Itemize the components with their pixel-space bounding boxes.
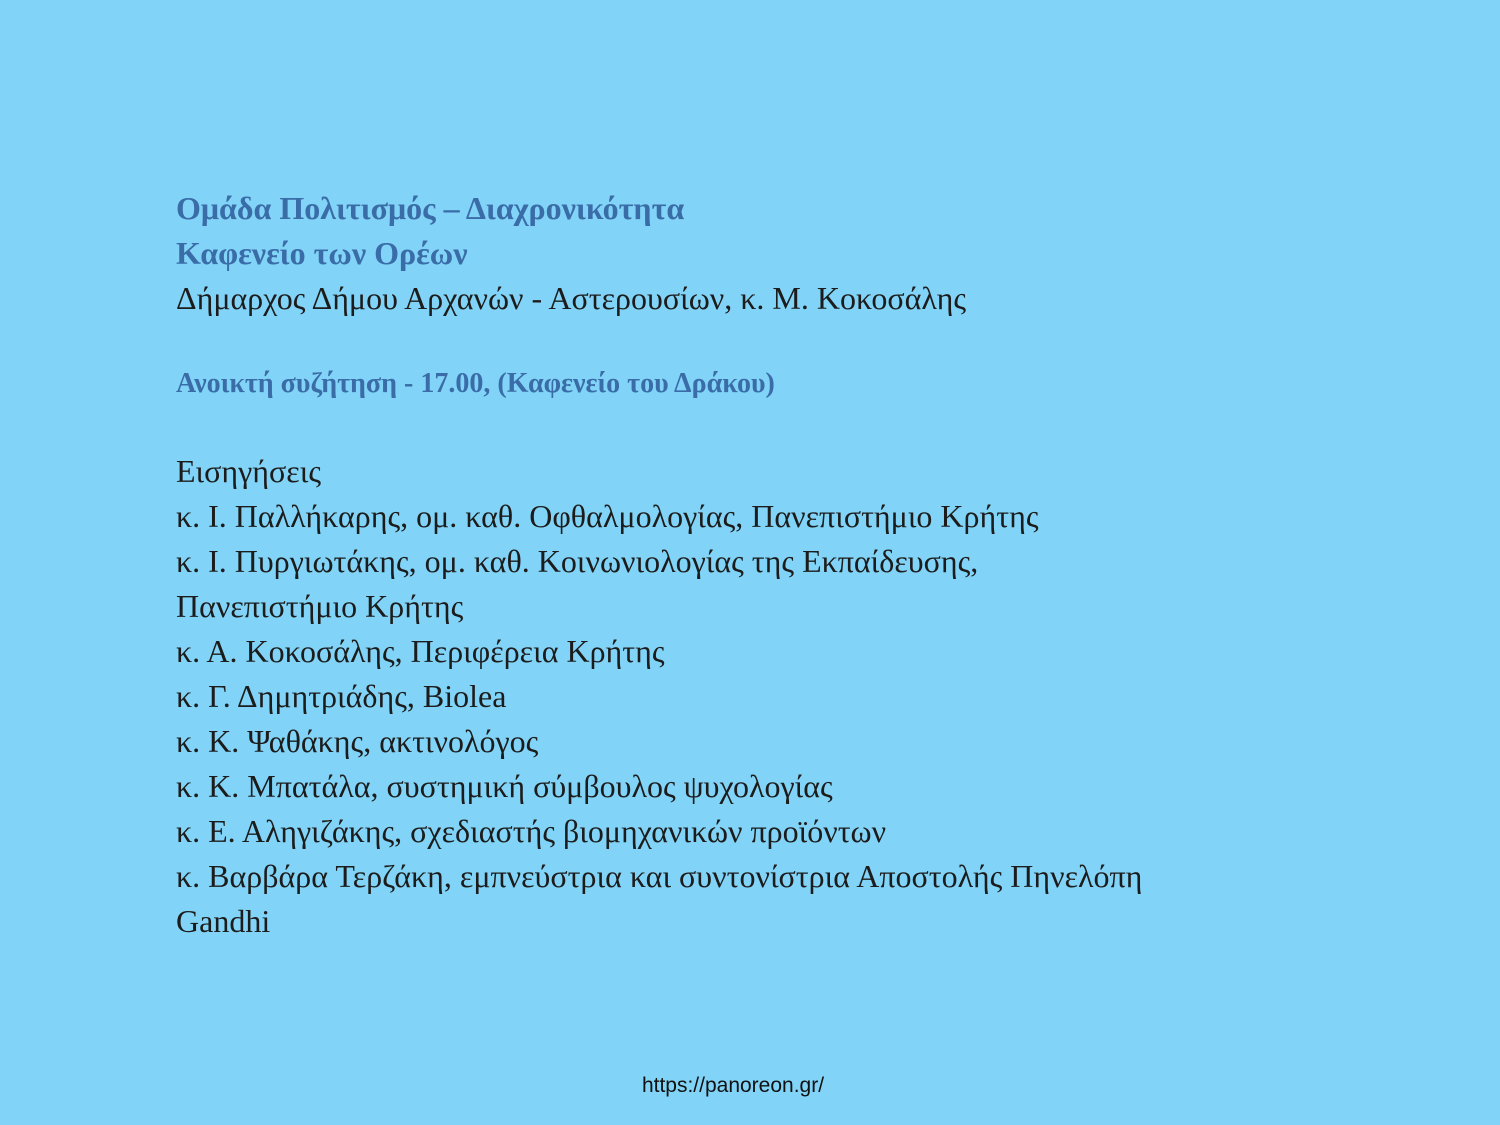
speaker-line: κ. Ε. Αληγιζάκης, σχεδιαστής βιομηχανικών προϊόντων (176, 813, 887, 849)
speaker-line: Πανεπιστήμιο Κρήτης (176, 588, 464, 624)
speaker-line: κ. Α. Κοκοσάλης, Περιφέρεια Κρήτης (176, 633, 665, 669)
speakers-list (176, 449, 1396, 944)
speaker-line: κ. Κ. Ψαθάκης, ακτινολόγος (176, 723, 539, 759)
slide-content (176, 186, 1396, 944)
speakers-heading: Εισηγήσεις (176, 453, 321, 489)
mayor-line: Δήμαρχος Δήμου Αρχανών - Αστερουσίων, κ. Μ. Κοκοσάλης (176, 280, 967, 316)
group-title: Ομάδα Πολιτισμός – Διαχρονικότητα (176, 190, 685, 226)
discussion-title: Ανοικτή συζήτηση - 17.00, (Καφενείο του Δράκου) (176, 368, 775, 399)
speaker-line: κ. Βαρβάρα Τερζάκη, εμπνεύστρια και συντονίστρια Αποστολής Πηνελόπη (176, 858, 1143, 894)
footer-url: https://panoreon.gr/ (641, 1074, 825, 1097)
venue-title: Καφενείο των Ορέων (176, 235, 468, 271)
speaker-line: κ. Γ. Δημητριάδης, Biolea (176, 678, 507, 714)
speaker-line: Gandhi (176, 903, 271, 939)
speaker-line: κ. Κ. Μπατάλα, συστημική σύμβουλος ψυχολογίας (176, 768, 833, 804)
speaker-line: κ. Ι. Πυργιωτάκης, ομ. καθ. Κοινωνιολογίας της Εκπαίδευσης, (176, 543, 979, 579)
speaker-line: κ. Ι. Παλλήκαρης, ομ. καθ. Οφθαλμολογίας, Πανεπιστήμιο Κρήτης (176, 498, 1039, 534)
